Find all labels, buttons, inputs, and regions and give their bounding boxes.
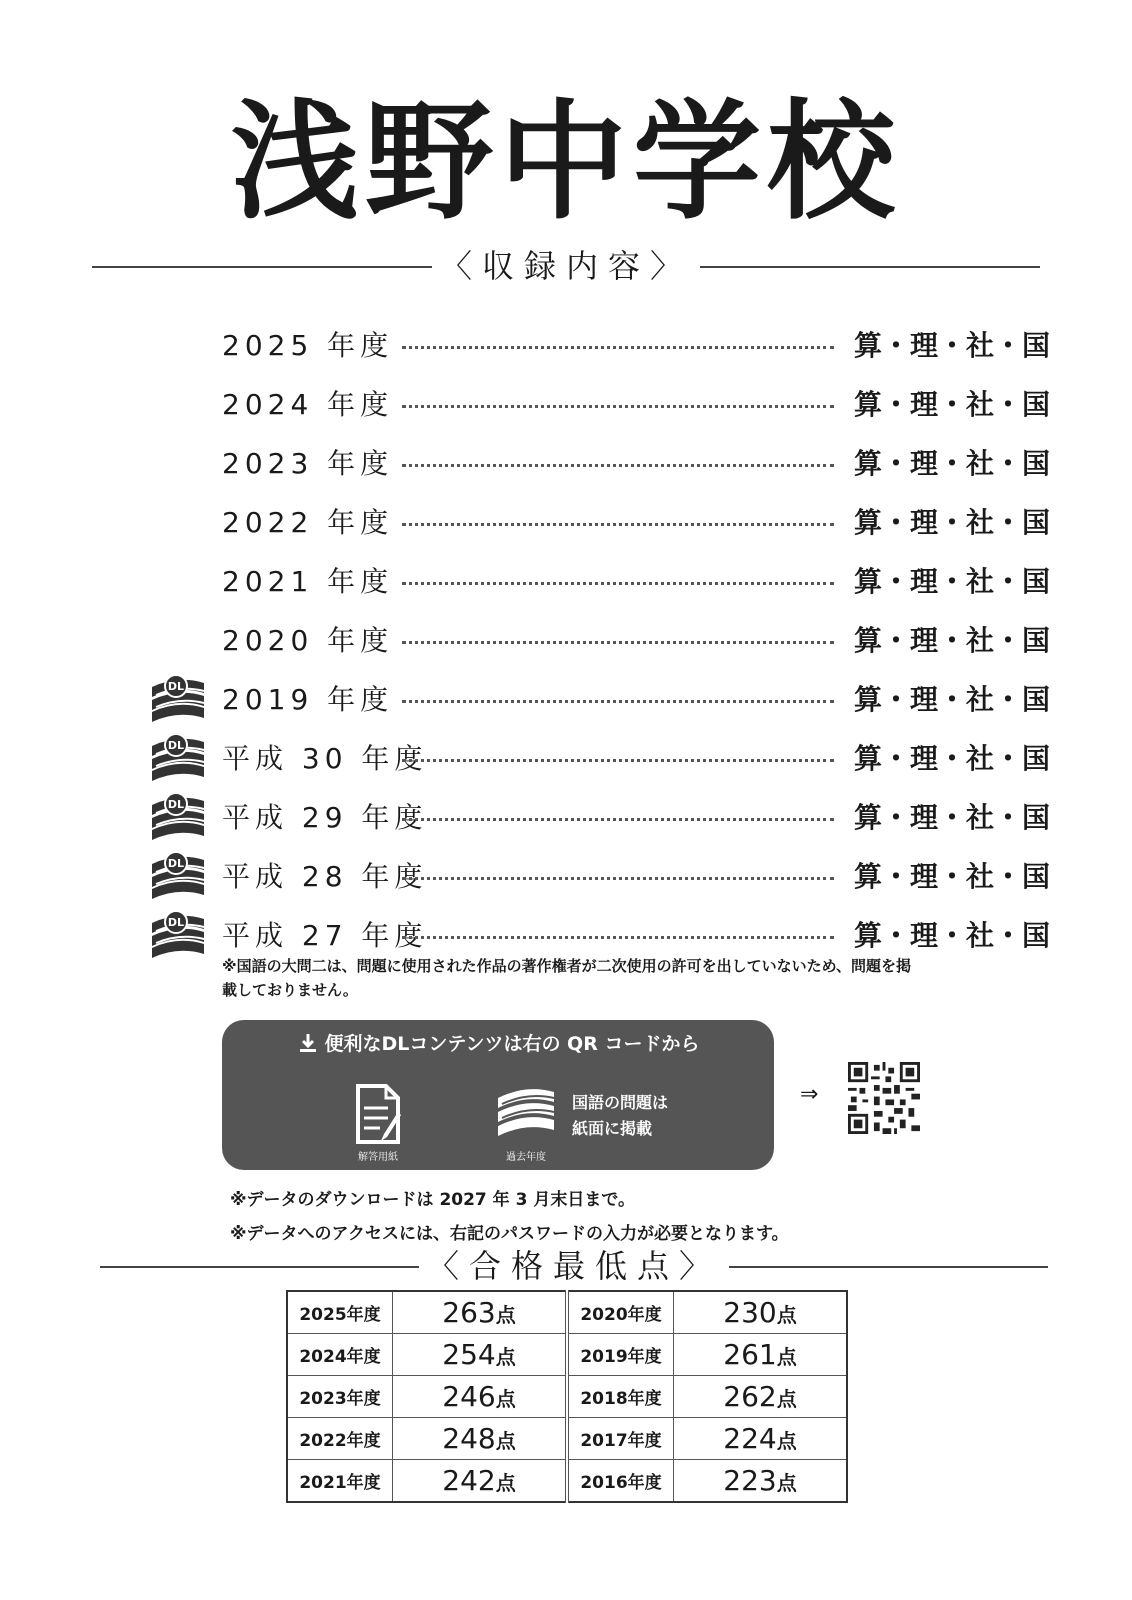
score-value-left-text: 248 [442,1422,496,1455]
score-year-right-text: 2019年度 [580,1347,662,1367]
books-icon [494,1082,558,1144]
contents-year: 2022 年度 [222,506,394,539]
contents-row [140,613,1051,672]
dot-leader [402,877,834,880]
score-year-left [287,1334,393,1376]
contents-subjects: 算・理・社・国 [854,683,1051,716]
score-value-left-text: 242 [442,1464,496,1497]
score-value-left [393,1418,568,1460]
score-year-right [567,1291,674,1334]
dl-content-box [222,1020,774,1170]
contents-year: 平成 28 年度 [222,860,428,893]
score-value-right-text: 261 [723,1338,777,1371]
dl-books-icon [150,851,206,903]
dl-books-icon [150,792,206,844]
dl-heading-text: 便利なDLコンテンツは右の QR コードから [324,1033,700,1055]
dot-leader [402,464,834,467]
contents-row [140,318,1051,377]
score-value-right-text: 262 [723,1380,777,1413]
score-year-right [567,1418,674,1460]
score-unit: 点 [495,1471,516,1495]
contents-row [140,731,1051,790]
score-year-right-text: 2016年度 [580,1473,662,1493]
download-icon [297,1032,319,1054]
score-value-right-text: 224 [723,1422,777,1455]
contents-section-header [92,244,1040,288]
kokugo-note-line1: 国語の問題は [572,1093,669,1112]
table-row [287,1334,847,1376]
score-value-right-text: 223 [723,1464,777,1497]
score-unit: 点 [495,1345,516,1369]
score-value-left [393,1460,568,1503]
svg-text:DL: DL [167,798,185,811]
contents-row [140,377,1051,436]
copyright-note: ※国語の大問二は、問題に使用された作品の著作権者が二次使用の許可を出していないため、問題を掲載しておりません。 [222,957,911,999]
contents-subjects: 算・理・社・国 [854,506,1051,539]
score-unit: 点 [495,1387,516,1411]
contents-year: 平成 27 年度 [222,919,428,952]
contents-subjects: 算・理・社・国 [854,565,1051,598]
contents-subjects: 算・理・社・国 [854,624,1051,657]
qr-arrow: ⇒ [800,1082,819,1107]
svg-text:DL: DL [167,916,185,929]
score-value-right [674,1334,848,1376]
score-year-left [287,1418,393,1460]
qr-code-icon[interactable] [848,1062,920,1134]
contents-subjects: 算・理・社・国 [854,447,1051,480]
note-password: ※データへのアクセスには、右記のパスワードの入力が必要となります。 [230,1224,789,1244]
scores-header-label: 〈合格最低点〉 [419,1244,729,1288]
kokugo-note [572,1090,712,1142]
table-row [287,1460,847,1503]
svg-text:DL: DL [167,739,185,752]
contents-year: 2023 年度 [222,447,394,480]
contents-year: 2019 年度 [222,683,394,716]
contents-subjects: 算・理・社・国 [854,388,1051,421]
contents-subjects: 算・理・社・国 [854,860,1051,893]
score-year-right [567,1376,674,1418]
score-unit: 点 [495,1303,516,1327]
dl-books-icon [150,733,206,785]
contents-year: 平成 29 年度 [222,801,428,834]
dl-books-icon [150,674,206,726]
score-year-left [287,1291,393,1334]
contents-row [140,849,1051,908]
min-score-table [286,1290,848,1503]
score-year-left [287,1376,393,1418]
score-year-left-text: 2023年度 [299,1389,381,1409]
score-value-left [393,1291,568,1334]
score-value-right [674,1376,848,1418]
score-unit: 点 [776,1345,797,1369]
contents-list [140,318,1051,967]
dot-leader [402,582,834,585]
score-value-left-text: 246 [442,1380,496,1413]
dl-books-icon [150,910,206,962]
contents-row [140,495,1051,554]
dot-leader [402,405,834,408]
score-year-left-text: 2025年度 [299,1305,381,1325]
score-year-right-text: 2020年度 [580,1305,662,1325]
score-year-left [287,1460,393,1503]
answer-sheet-icon [352,1082,404,1146]
dot-leader [402,818,834,821]
score-value-right [674,1418,848,1460]
score-year-right-text: 2017年度 [580,1431,662,1451]
score-value-right [674,1291,848,1334]
contents-year: 2025 年度 [222,329,394,362]
score-value-right [674,1460,848,1503]
score-value-left [393,1334,568,1376]
svg-text:DL: DL [167,857,185,870]
table-row [287,1376,847,1418]
contents-year: 2021 年度 [222,565,394,598]
kokugo-note-line2: 紙面に掲載 [572,1119,653,1138]
dot-leader [402,523,834,526]
score-value-left [393,1376,568,1418]
contents-row [140,554,1051,613]
past-years-label: 過去年度 [506,1152,546,1163]
dl-heading [222,1030,774,1058]
score-year-right [567,1460,674,1503]
score-year-right [567,1334,674,1376]
svg-text:DL: DL [167,680,185,693]
score-value-left-text: 254 [442,1338,496,1371]
contents-year: 平成 30 年度 [222,742,428,775]
score-unit: 点 [776,1471,797,1495]
download-notes [230,1183,789,1251]
scores-section-header [100,1244,1048,1288]
contents-subjects: 算・理・社・国 [854,742,1051,775]
contents-year: 2024 年度 [222,388,394,421]
score-unit: 点 [776,1387,797,1411]
score-value-right-text: 230 [723,1296,777,1329]
contents-row [140,436,1051,495]
dot-leader [402,700,834,703]
note-download-deadline: ※データのダウンロードは 2027 年 3 月末日まで。 [230,1190,636,1210]
score-year-left-text: 2024年度 [299,1347,381,1367]
dot-leader [402,346,834,349]
contents-subjects: 算・理・社・国 [854,919,1051,952]
contents-year: 2020 年度 [222,624,394,657]
contents-row [140,672,1051,731]
score-year-left-text: 2022年度 [299,1431,381,1451]
score-value-left-text: 263 [442,1296,496,1329]
dot-leader [402,936,834,939]
score-unit: 点 [495,1429,516,1453]
score-year-right-text: 2018年度 [580,1389,662,1409]
contents-header-label: 〈収録内容〉 [432,244,700,288]
contents-subjects: 算・理・社・国 [854,329,1051,362]
table-row [287,1291,847,1334]
contents-subjects: 算・理・社・国 [854,801,1051,834]
score-year-left-text: 2021年度 [299,1473,381,1493]
score-unit: 点 [776,1303,797,1327]
contents-row [140,790,1051,849]
score-unit: 点 [776,1429,797,1453]
school-title: 浅野中学校 [230,88,901,237]
dot-leader [402,641,834,644]
table-row [287,1418,847,1460]
answer-sheet-label: 解答用紙 [358,1152,398,1163]
dot-leader [402,759,834,762]
